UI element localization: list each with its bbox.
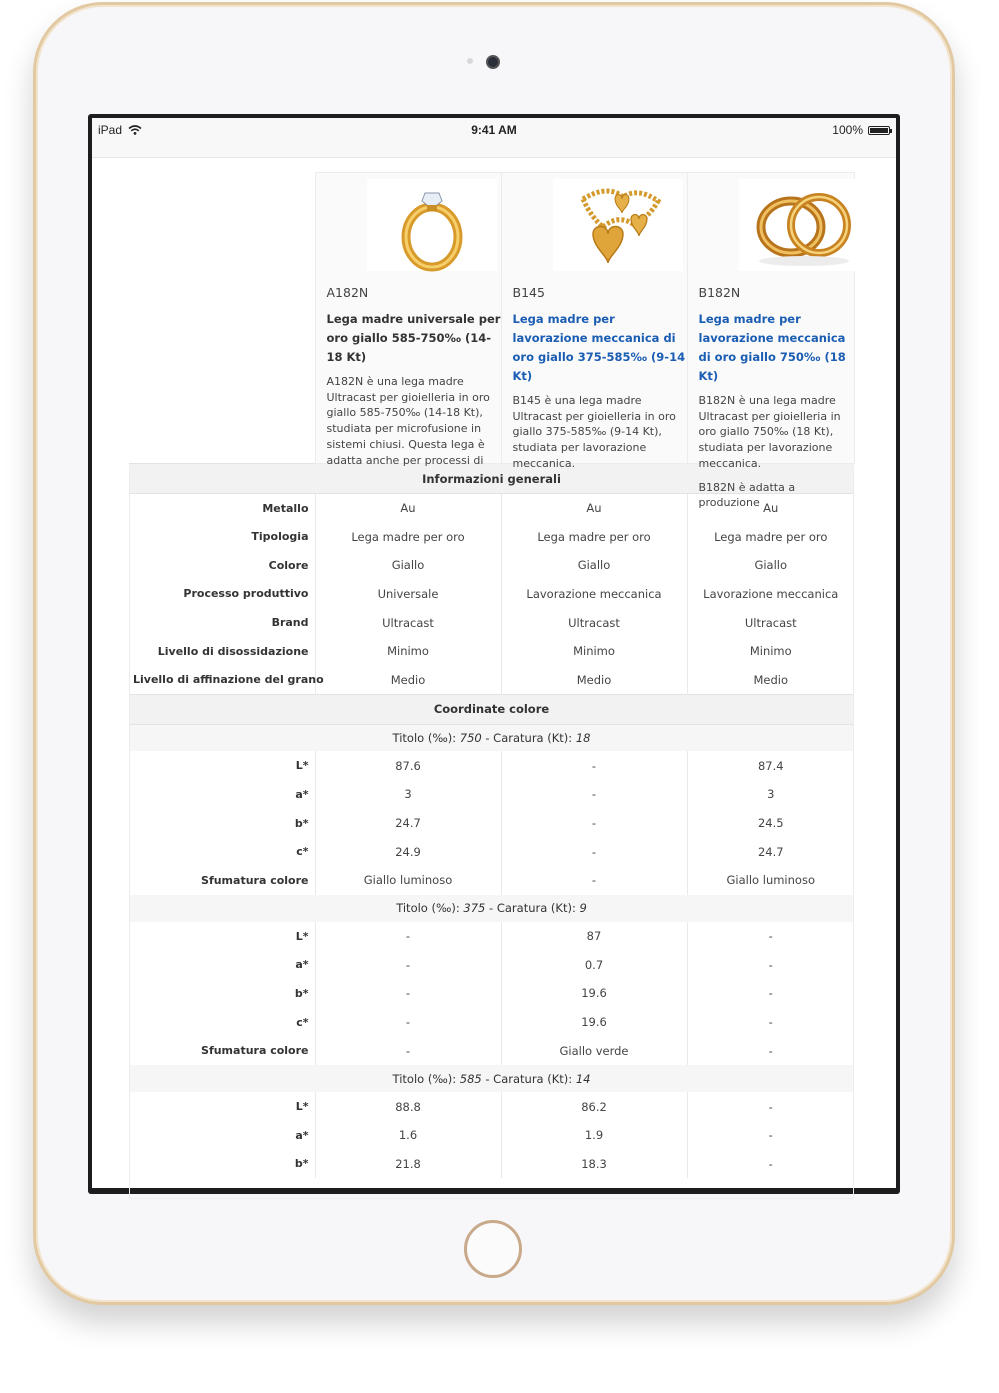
table-row: [129, 837, 854, 866]
table-row: [129, 780, 854, 809]
titolo-subheader: Titolo (‰): 375 - Caratura (Kt): 9: [129, 895, 854, 922]
row-label: c*: [296, 845, 309, 859]
cell-value: 0.7: [501, 950, 687, 979]
cell-value: Au: [315, 494, 501, 523]
cell-value: Giallo luminoso: [315, 866, 501, 895]
table-row: [129, 551, 854, 580]
section-title: Informazioni generali: [129, 464, 854, 494]
cell-value: -: [687, 1008, 854, 1037]
comparison-table: [129, 172, 855, 1178]
product-name-link[interactable]: Lega madre per lavorazione meccanica di oro giallo 750‰ (18 Kt): [698, 312, 846, 383]
cell-value: -: [687, 1150, 854, 1179]
table-row: [129, 979, 854, 1008]
row-label: L*: [295, 929, 309, 943]
row-label: L*: [295, 1100, 309, 1114]
product-code: A182N: [326, 285, 369, 300]
cell-value: 1.6: [315, 1121, 501, 1150]
cell-value: -: [315, 922, 501, 951]
table-row: [129, 608, 854, 637]
cell-value: 19.6: [501, 979, 687, 1008]
cell-value: Au: [501, 494, 687, 523]
row-label: Livello di disossidazione: [157, 644, 309, 658]
cell-value: -: [501, 837, 687, 866]
ring-solitaire-icon[interactable]: [367, 179, 497, 271]
cell-value: Ultracast: [687, 608, 854, 637]
row-label: a*: [295, 787, 309, 801]
cell-value: Giallo: [687, 551, 854, 580]
light-sensor: [467, 58, 473, 64]
product-column: [501, 173, 687, 470]
caratura-value: 9: [579, 901, 587, 916]
cell-value: -: [315, 1008, 501, 1037]
row-label: Brand: [271, 616, 309, 630]
cell-value: Lega madre per oro: [315, 522, 501, 551]
home-button[interactable]: [464, 1220, 522, 1278]
cell-value: Lavorazione meccanica: [501, 580, 687, 609]
cell-value: 87.6: [315, 751, 501, 780]
cell-value: -: [501, 809, 687, 838]
cell-value: Lega madre per oro: [687, 522, 854, 551]
cell-value: 24.7: [315, 809, 501, 838]
heart-chain-icon[interactable]: [553, 179, 683, 271]
cell-value: Lavorazione meccanica: [687, 580, 854, 609]
cell-value: -: [687, 1092, 854, 1121]
row-label: Metallo: [262, 501, 309, 515]
device-name: iPad: [98, 123, 123, 137]
table-row: [129, 522, 854, 551]
cell-value: -: [315, 1037, 501, 1066]
cell-value: 1.9: [501, 1121, 687, 1150]
row-label: Livello di affinazione del grano: [133, 673, 324, 687]
clock: 9:41 AM: [471, 123, 517, 137]
cell-value: 21.8: [315, 1150, 501, 1179]
cell-value: Minimo: [315, 637, 501, 666]
row-label: a*: [295, 958, 309, 972]
titolo-subheader: Titolo (‰): 750 - Caratura (Kt): 18: [129, 724, 854, 751]
wedding-rings-icon[interactable]: [739, 179, 869, 271]
cell-value: Giallo verde: [501, 1037, 687, 1066]
cell-value: 87.4: [687, 751, 854, 780]
table-row: [129, 809, 854, 838]
section-title: Coordinate colore: [129, 694, 854, 724]
cell-value: 18.3: [501, 1150, 687, 1179]
table-row: [129, 751, 854, 780]
table-row: [129, 1121, 854, 1150]
battery-percent: 100%: [832, 123, 863, 137]
table-row: [129, 580, 854, 609]
cell-value: 3: [687, 780, 854, 809]
row-label: Sfumatura colore: [201, 1044, 309, 1058]
cell-value: Au: [687, 494, 854, 523]
cell-value: -: [501, 780, 687, 809]
cell-value: -: [687, 950, 854, 979]
cell-value: Medio: [315, 666, 501, 695]
titolo-value: 750: [459, 731, 482, 746]
cell-value: -: [687, 1121, 854, 1150]
product-code: B145: [512, 285, 545, 300]
cell-value: Lega madre per oro: [501, 522, 687, 551]
row-label: c*: [296, 1015, 309, 1029]
status-bar: [92, 118, 896, 158]
product-code: B182N: [698, 285, 741, 300]
cell-value: -: [315, 950, 501, 979]
cell-value: Ultracast: [315, 608, 501, 637]
table-row: [129, 637, 854, 666]
product-name-link[interactable]: Lega madre per lavorazione meccanica di oro giallo 375-585‰ (9-14 Kt): [512, 312, 686, 383]
table-row: [129, 666, 854, 695]
product-header-row: [129, 173, 854, 464]
titolo-subheader: Titolo (‰): 585 - Caratura (Kt): 14: [129, 1065, 854, 1092]
cell-value: 24.5: [687, 809, 854, 838]
caratura-value: 14: [575, 1071, 591, 1086]
product-description: B182N è una lega madre Ultracast per gioielleria in oro giallo 750‰ (18 Kt), studiata per lavorazione meccanica. B182N è adatta a produzione: [698, 394, 841, 510]
cell-value: Giallo luminoso: [687, 866, 854, 895]
cell-value: Medio: [501, 666, 687, 695]
cell-value: -: [687, 1037, 854, 1066]
cell-value: Ultracast: [501, 608, 687, 637]
table-row: [129, 922, 854, 951]
comparison-page: [92, 158, 896, 1188]
row-label: Tipologia: [251, 530, 309, 544]
product-name: Lega madre universale per oro giallo 585-750‰ (14-18 Kt): [326, 312, 501, 364]
row-label: b*: [294, 986, 309, 1000]
table-row: [129, 1150, 854, 1179]
cell-value: Minimo: [501, 637, 687, 666]
row-label: b*: [294, 1157, 309, 1171]
section-header: [129, 694, 854, 724]
cell-value: Universale: [315, 580, 501, 609]
cell-value: Minimo: [687, 637, 854, 666]
cell-value: Medio: [687, 666, 854, 695]
cell-value: Giallo: [315, 551, 501, 580]
row-label: Sfumatura colore: [201, 873, 309, 887]
cell-value: Giallo: [501, 551, 687, 580]
cell-value: -: [501, 866, 687, 895]
table-row: [129, 1037, 854, 1066]
product-description: A182N è una lega madre Ultracast per gioielleria in oro giallo 585-750‰ (14-18 Kt), studiata per microfusione in sistemi chiusi. Questa lega è adatta anche per processi di: [326, 375, 490, 467]
caratura-value: 18: [575, 731, 591, 746]
row-label: b*: [294, 816, 309, 830]
cell-value: 87: [501, 922, 687, 951]
table-row: [129, 1008, 854, 1037]
cell-value: 24.7: [687, 837, 854, 866]
titolo-value: 375: [463, 901, 486, 916]
cell-value: -: [687, 922, 854, 951]
row-label: Processo produttivo: [183, 587, 309, 601]
cell-value: 24.9: [315, 837, 501, 866]
table-row: [129, 1092, 854, 1121]
row-label: a*: [295, 1128, 309, 1142]
cell-value: 19.6: [501, 1008, 687, 1037]
table-row: [129, 950, 854, 979]
row-label: L*: [295, 759, 309, 773]
cell-value: 88.8: [315, 1092, 501, 1121]
battery-icon: [868, 126, 890, 135]
product-column: [315, 173, 501, 467]
cell-value: 3: [315, 780, 501, 809]
cell-value: -: [501, 751, 687, 780]
cell-value: -: [687, 979, 854, 1008]
titolo-value: 585: [459, 1071, 482, 1086]
front-camera: [486, 55, 500, 69]
row-label: Colore: [268, 558, 309, 572]
table-row: [129, 866, 854, 895]
cell-value: 86.2: [501, 1092, 687, 1121]
cell-value: -: [315, 979, 501, 1008]
product-description: B145 è una lega madre Ultracast per gioielleria in oro giallo 375-585‰ (9-14 Kt), studiata per lavorazione meccanica.: [512, 394, 676, 470]
screen: [92, 118, 896, 1188]
